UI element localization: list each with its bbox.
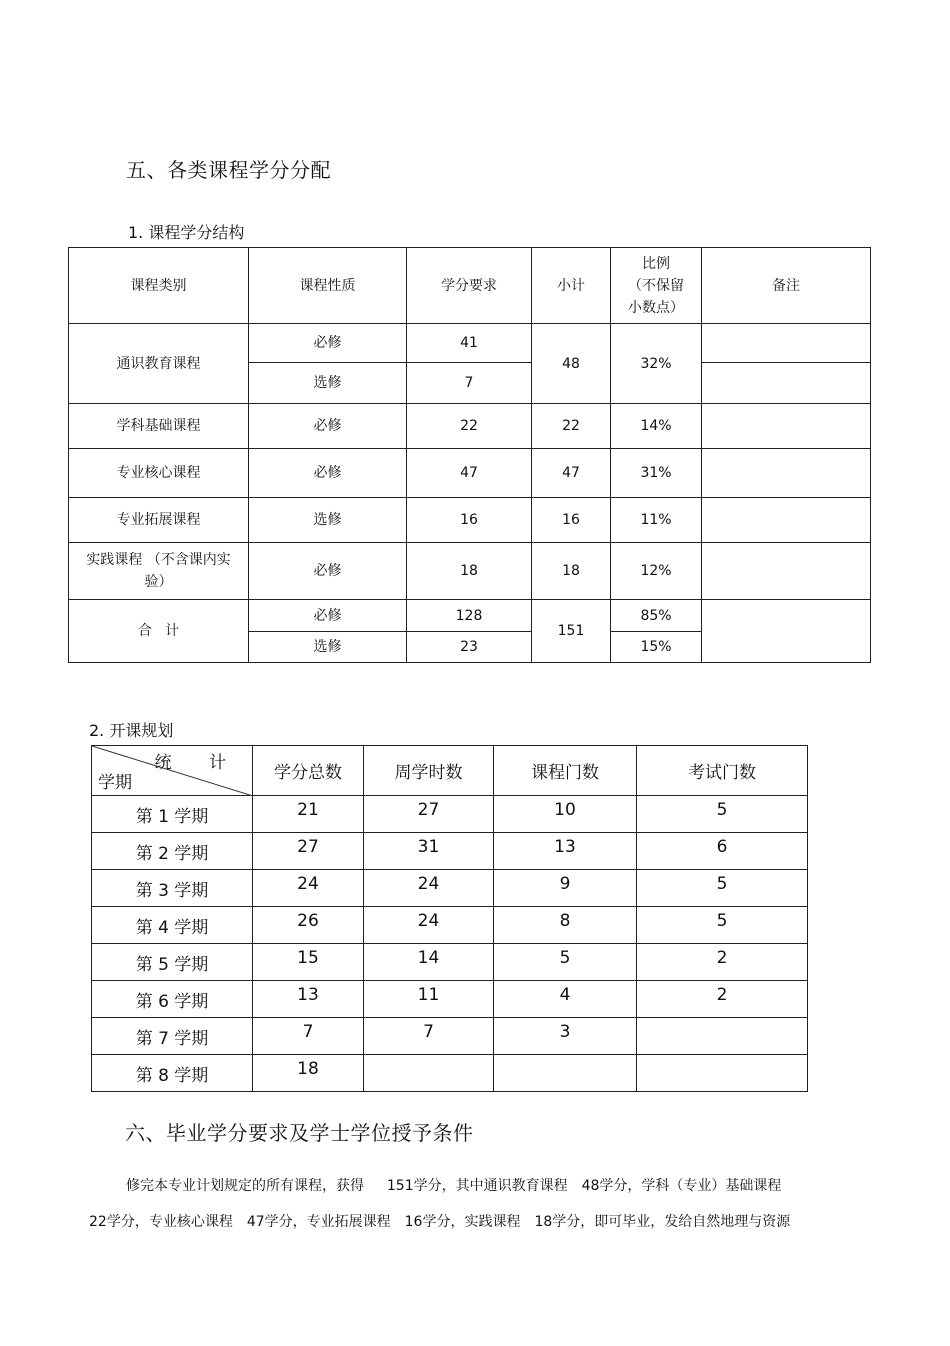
- remark-cell: [702, 600, 871, 663]
- total-row: [69, 600, 871, 632]
- type-cell: 必修: [249, 324, 407, 363]
- courses-cell: 3: [494, 1018, 637, 1055]
- header-cell: 学分要求: [407, 248, 532, 324]
- credit-cell: 47: [407, 449, 532, 498]
- exams-cell: 5: [637, 870, 808, 907]
- remark-cell: [702, 363, 871, 404]
- credit-cell: 128: [407, 600, 532, 632]
- table-row: [92, 1018, 808, 1055]
- remark-cell: [702, 324, 871, 363]
- subtotal-cell: 22: [532, 404, 611, 449]
- table-header-row: [69, 248, 871, 324]
- remark-cell: [702, 498, 871, 543]
- table-row: [69, 498, 871, 543]
- table-row: [92, 907, 808, 944]
- type-cell: 选修: [249, 498, 407, 543]
- exams-cell: [637, 1018, 808, 1055]
- table-row: [92, 981, 808, 1018]
- ratio-cell: 14%: [611, 404, 702, 449]
- hours-cell: 24: [364, 907, 494, 944]
- header-cell: 备注: [702, 248, 871, 324]
- term-cell: 第 8 学期: [92, 1055, 253, 1092]
- term-cell: 第 5 学期: [92, 944, 253, 981]
- hours-cell: 7: [364, 1018, 494, 1055]
- table-row: [69, 543, 871, 600]
- table-row: [92, 870, 808, 907]
- header-cell: 课程类别: [69, 248, 249, 324]
- credits-cell: 18: [253, 1055, 364, 1092]
- header-cell: 小计: [532, 248, 611, 324]
- courses-cell: 8: [494, 907, 637, 944]
- type-cell: 必修: [249, 600, 407, 632]
- courses-cell: 13: [494, 833, 637, 870]
- subtotal-cell: 47: [532, 449, 611, 498]
- credit-cell: 23: [407, 632, 532, 663]
- table-row: [92, 944, 808, 981]
- category-cell: 专业核心课程: [69, 449, 249, 498]
- exams-cell: [637, 1055, 808, 1092]
- credits-cell: 27: [253, 833, 364, 870]
- hours-cell: [364, 1055, 494, 1092]
- type-cell: 选修: [249, 632, 407, 663]
- paragraph-line: 修完本专业计划规定的所有课程，获得 151学分，其中通识教育课程 48学分，学科（专业）基础课程: [126, 1178, 782, 1194]
- course-plan-subtitle: 2. 开课规划: [89, 721, 174, 740]
- category-cell: 通识教育课程: [69, 324, 249, 404]
- hours-cell: 31: [364, 833, 494, 870]
- remark-cell: [702, 543, 871, 600]
- table-row: [69, 449, 871, 498]
- credits-cell: 26: [253, 907, 364, 944]
- ratio-cell: 15%: [611, 632, 702, 663]
- subtotal-cell: 18: [532, 543, 611, 600]
- exams-cell: 6: [637, 833, 808, 870]
- corner-header-bottom: 学期: [98, 773, 132, 793]
- table-row: [69, 404, 871, 449]
- ratio-cell: 32%: [611, 324, 702, 404]
- courses-cell: 4: [494, 981, 637, 1018]
- credits-cell: 21: [253, 796, 364, 833]
- term-cell: 第 2 学期: [92, 833, 253, 870]
- type-cell: 必修: [249, 543, 407, 600]
- hours-cell: 14: [364, 944, 494, 981]
- category-cell: 实践课程 （不含课内实 验）: [69, 543, 249, 600]
- remark-cell: [702, 404, 871, 449]
- courses-cell: 5: [494, 944, 637, 981]
- credit-structure-subtitle: 1. 课程学分结构: [128, 223, 245, 242]
- category-cell: 学科基础课程: [69, 404, 249, 449]
- table-row: [92, 796, 808, 833]
- term-cell: 第 3 学期: [92, 870, 253, 907]
- exams-cell: 2: [637, 944, 808, 981]
- credit-cell: 18: [407, 543, 532, 600]
- header-cell: 课程门数: [494, 746, 637, 796]
- courses-cell: [494, 1055, 637, 1092]
- section6-title: 六、毕业学分要求及学士学位授予条件: [125, 1121, 474, 1145]
- type-cell: 必修: [249, 449, 407, 498]
- term-cell: 第 7 学期: [92, 1018, 253, 1055]
- ratio-cell: 85%: [611, 600, 702, 632]
- subtotal-cell: 151: [532, 600, 611, 663]
- credits-cell: 13: [253, 981, 364, 1018]
- remark-cell: [702, 449, 871, 498]
- term-cell: 第 6 学期: [92, 981, 253, 1018]
- header-cell: 比例 （不保留 小数点）: [611, 248, 702, 324]
- header-cell: 课程性质: [249, 248, 407, 324]
- course-plan-table: [91, 745, 808, 1092]
- term-cell: 第 4 学期: [92, 907, 253, 944]
- credits-cell: 7: [253, 1018, 364, 1055]
- header-cell: 周学时数: [364, 746, 494, 796]
- ratio-cell: 31%: [611, 449, 702, 498]
- table-row: [92, 833, 808, 870]
- credits-cell: 24: [253, 870, 364, 907]
- type-cell: 选修: [249, 363, 407, 404]
- table-row: [69, 324, 871, 363]
- exams-cell: 5: [637, 796, 808, 833]
- corner-header-cell: [92, 746, 253, 796]
- corner-header-top: 统 计: [154, 753, 242, 773]
- credit-cell: 41: [407, 324, 532, 363]
- total-label-cell: 合 计: [69, 600, 249, 663]
- courses-cell: 10: [494, 796, 637, 833]
- ratio-cell: 12%: [611, 543, 702, 600]
- category-cell: 专业拓展课程: [69, 498, 249, 543]
- credit-cell: 16: [407, 498, 532, 543]
- exams-cell: 2: [637, 981, 808, 1018]
- exams-cell: 5: [637, 907, 808, 944]
- credit-cell: 7: [407, 363, 532, 404]
- subtotal-cell: 16: [532, 498, 611, 543]
- header-cell: 学分总数: [253, 746, 364, 796]
- type-cell: 必修: [249, 404, 407, 449]
- ratio-cell: 11%: [611, 498, 702, 543]
- hours-cell: 27: [364, 796, 494, 833]
- hours-cell: 24: [364, 870, 494, 907]
- table-header-row: [92, 746, 808, 796]
- term-cell: 第 1 学期: [92, 796, 253, 833]
- subtotal-cell: 48: [532, 324, 611, 404]
- credits-cell: 15: [253, 944, 364, 981]
- hours-cell: 11: [364, 981, 494, 1018]
- header-cell: 考试门数: [637, 746, 808, 796]
- courses-cell: 9: [494, 870, 637, 907]
- credit-structure-table: [68, 247, 871, 663]
- credit-cell: 22: [407, 404, 532, 449]
- table-row: [92, 1055, 808, 1092]
- section5-title: 五、各类课程学分分配: [126, 158, 331, 182]
- paragraph-line: 22学分，专业核心课程 47学分，专业拓展课程 16学分，实践课程 18学分，即可毕业，发给自然地理与资源: [89, 1214, 791, 1230]
